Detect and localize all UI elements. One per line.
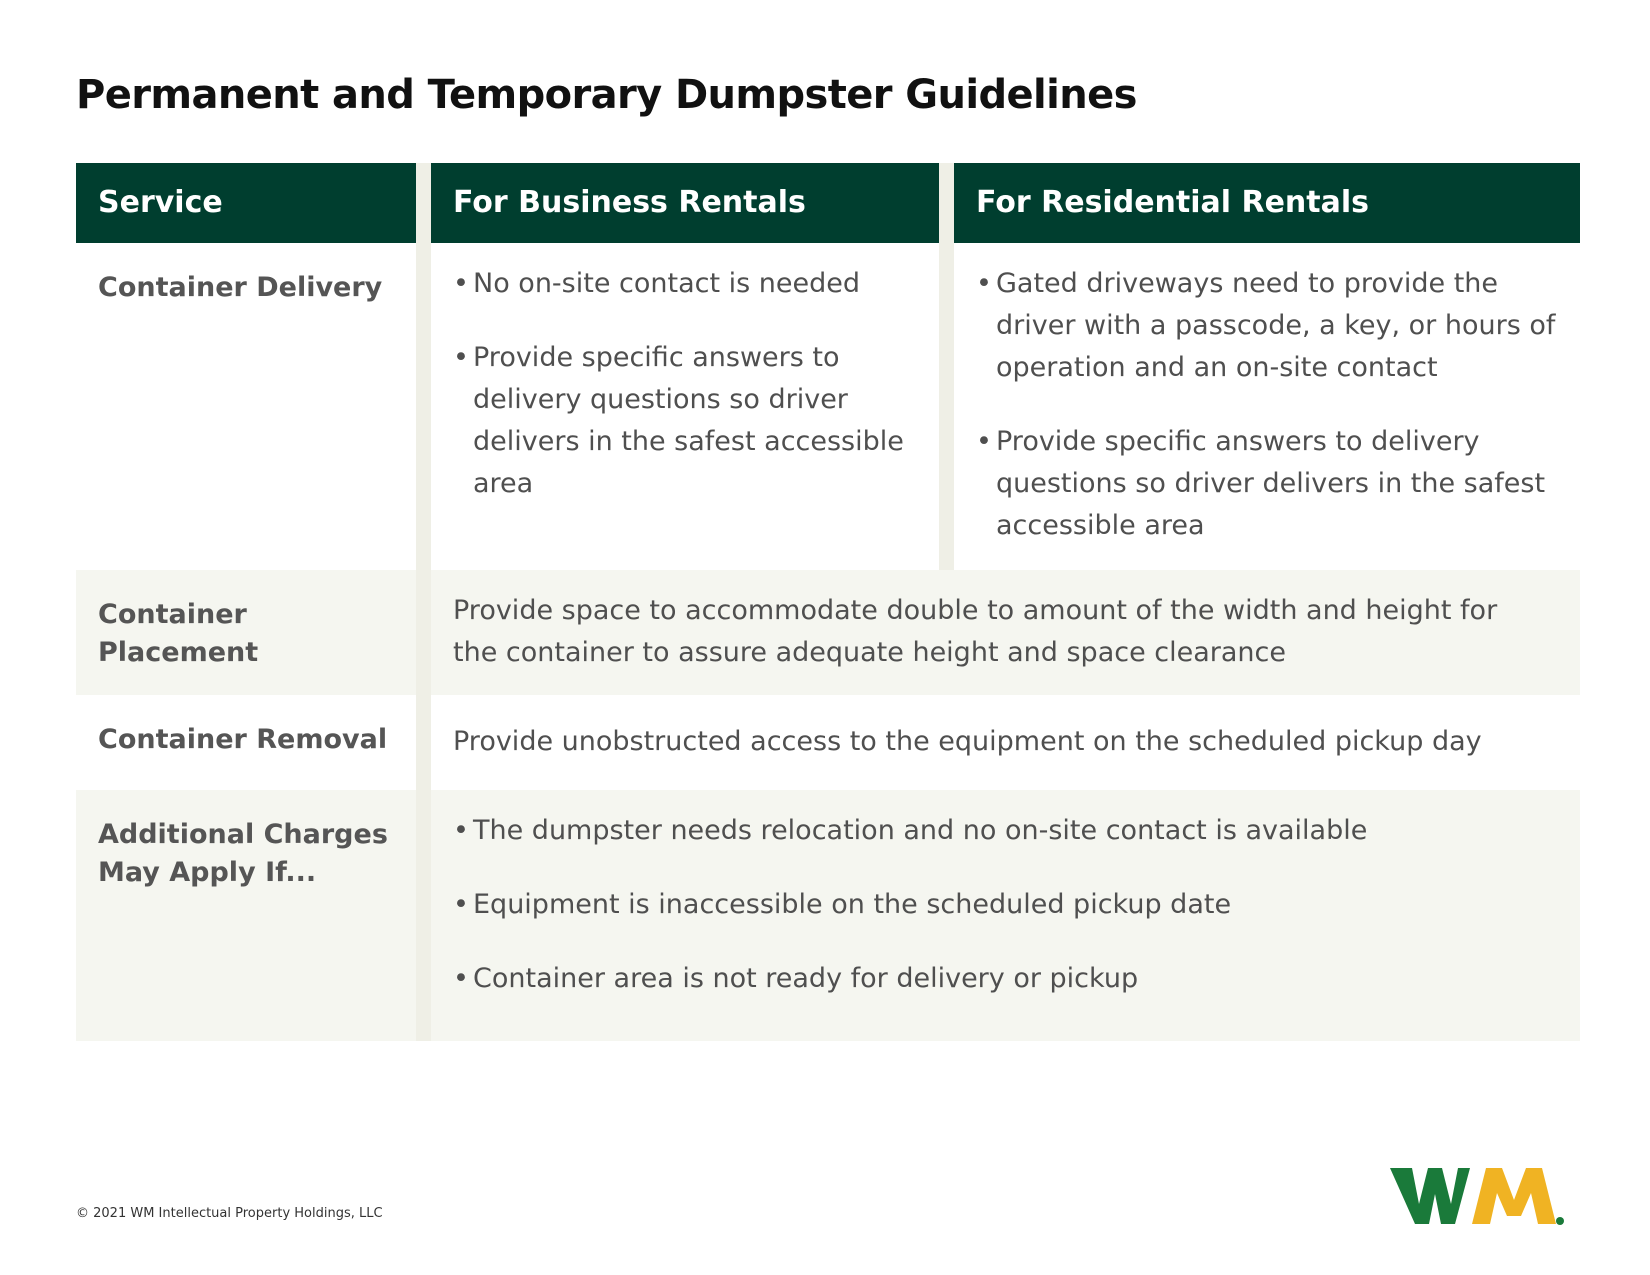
placement-text: Provide space to accommodate double to amount of the width and height for the container to assure adequate height and space clearance [431,570,1580,695]
list-item: • Provide specific answers to delivery questions so driver delivers in the safest accessible area [453,337,915,505]
list-item: • Provide specific answers to delivery questions so driver delivers in the safest accessible area [976,421,1556,547]
list-item: • Gated driveways need to provide the driver with a passcode, a key, or hours of operation and an on-site contact [976,263,1556,389]
page-title: Permanent and Temporary Dumpster Guidelines [76,72,1137,118]
row-label-removal: Container Removal [76,695,416,790]
row-label-charges: Additional Charges May Apply If... [76,790,416,1041]
table-header-row [76,163,1580,243]
charges-cell [431,790,1580,1041]
row-container-delivery [76,243,1580,570]
copyright-notice: © 2021 WM Intellectual Property Holdings, LLC [76,1206,383,1221]
header-residential-rentals: For Residential Rentals [954,163,1580,243]
removal-text: Provide unobstructed access to the equipment on the scheduled pickup day [431,695,1580,790]
wm-logo-icon [1390,1166,1590,1233]
row-container-removal [76,695,1580,790]
header-service: Service [76,163,416,243]
list-item: • Equipment is inaccessible on the scheduled pickup date [453,884,1556,926]
row-label-placement: Container Placement [76,570,416,695]
delivery-business-list [431,243,939,505]
list-item: • Container area is not ready for delivery or pickup [453,958,1556,1000]
charges-list [431,790,1580,1000]
header-business-rentals: For Business Rentals [431,163,939,243]
row-label-delivery: Container Delivery [76,243,416,570]
delivery-business-cell [431,243,939,570]
row-additional-charges [76,790,1580,1041]
list-item: • No on-site contact is needed [453,263,915,305]
guidelines-table [76,163,1580,1041]
list-item: • The dumpster needs relocation and no on-site contact is available [453,810,1556,852]
row-container-placement [76,570,1580,695]
delivery-residential-cell [954,243,1580,570]
delivery-residential-list [954,243,1580,547]
